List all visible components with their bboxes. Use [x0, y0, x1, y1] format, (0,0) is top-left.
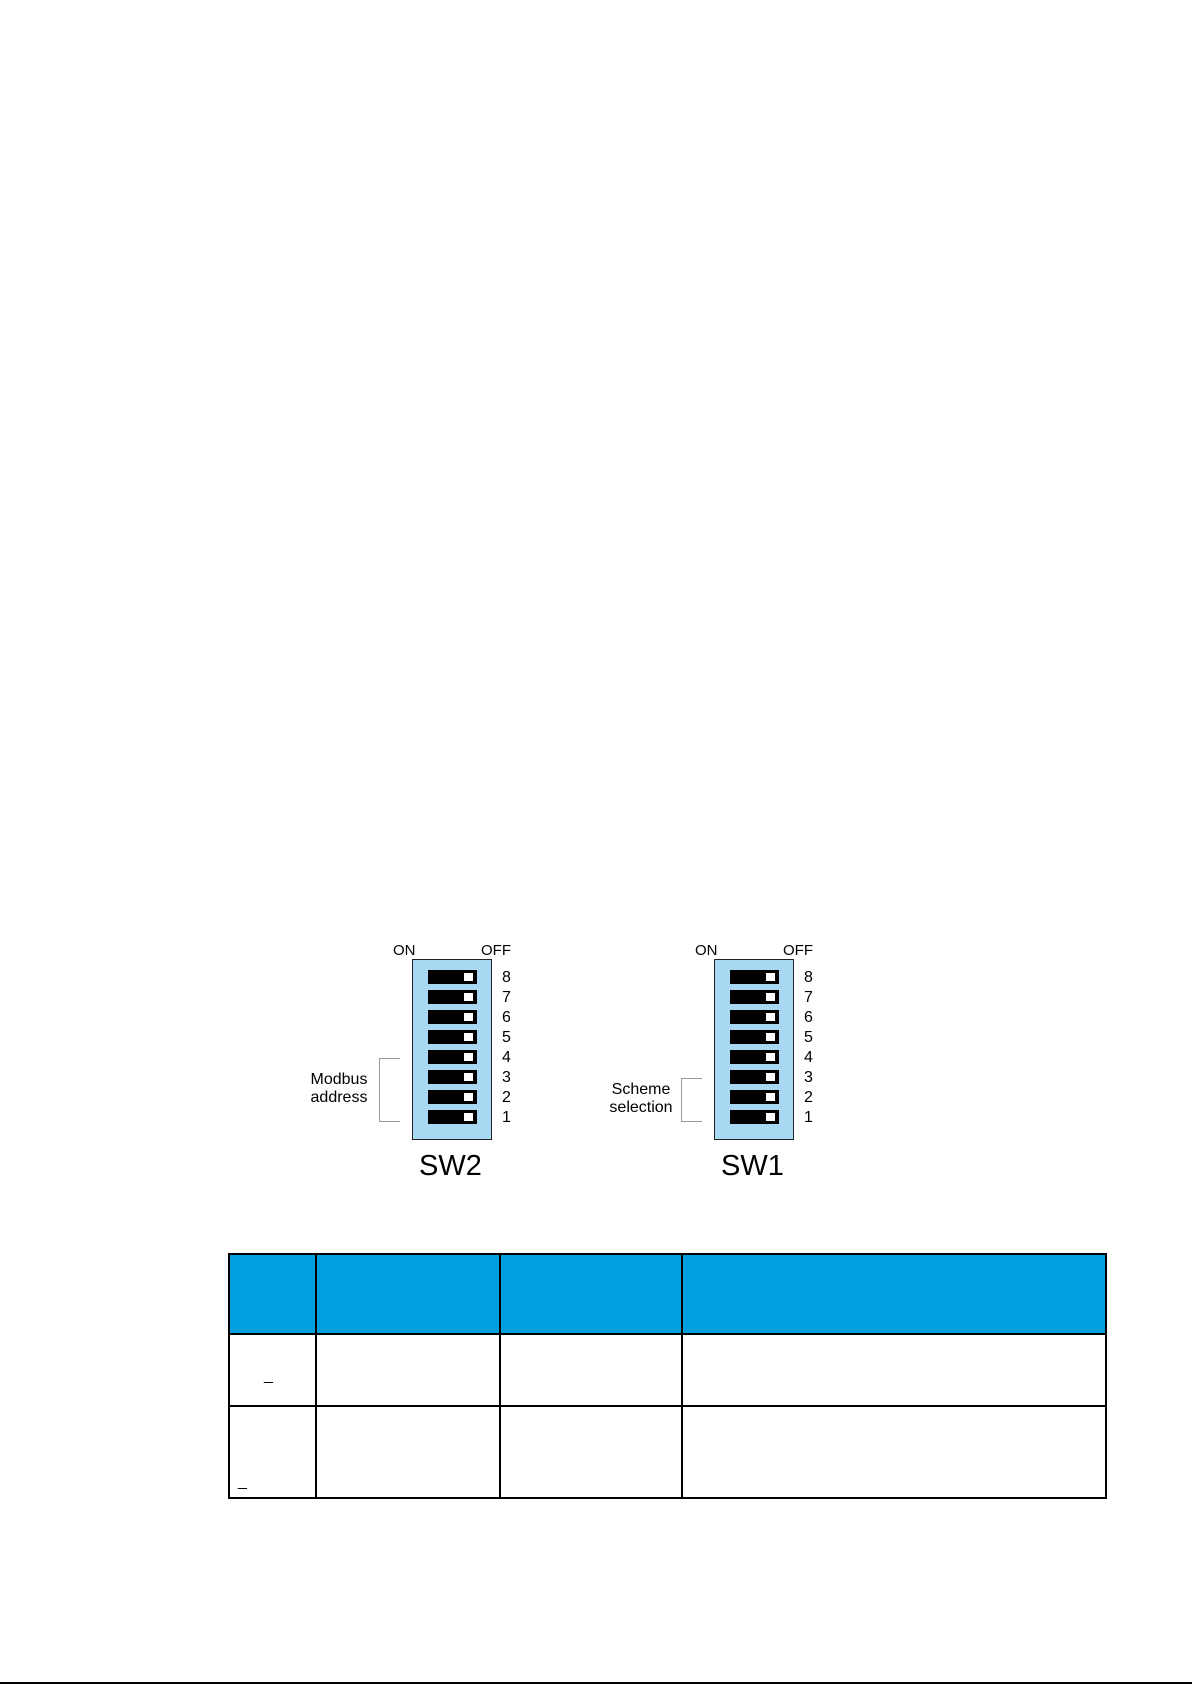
sw1-number: 5	[804, 1029, 813, 1046]
sw2-number: 3	[502, 1069, 511, 1086]
sw1-title: SW1	[721, 1150, 784, 1182]
sw2-title: SW2	[419, 1150, 482, 1182]
sw2-switch-3[interactable]	[428, 1070, 477, 1084]
sw1-group-label-line1: Scheme	[611, 1081, 671, 1098]
table-cell	[500, 1334, 682, 1406]
sw2-number: 2	[502, 1089, 511, 1106]
table-header-row	[229, 1254, 1106, 1334]
sw2-group-label-line2: address	[310, 1089, 368, 1106]
sw1-switch-3[interactable]	[730, 1070, 779, 1084]
sw1-off-label: OFF	[783, 942, 813, 959]
sw1-switch-8[interactable]	[730, 970, 779, 984]
sw1-switch-7[interactable]	[730, 990, 779, 1004]
sw1-number: 4	[804, 1049, 813, 1066]
sw2-number: 1	[502, 1109, 511, 1126]
sw2-number: 8	[502, 969, 511, 986]
table-cell	[316, 1406, 500, 1498]
row-marker: _	[264, 1367, 273, 1384]
table-cell	[229, 1406, 316, 1498]
sw1-switch-1[interactable]	[730, 1110, 779, 1124]
sw2-off-label: OFF	[481, 942, 511, 959]
sw2-number: 4	[502, 1049, 511, 1066]
sw2-group-bracket	[379, 1058, 400, 1122]
sw1-on-label: ON	[695, 942, 718, 959]
sw1-number: 7	[804, 989, 813, 1006]
sw1-number: 1	[804, 1109, 813, 1126]
sw1-number: 3	[804, 1069, 813, 1086]
table-header-cell	[316, 1254, 500, 1334]
table-header-cell	[500, 1254, 682, 1334]
settings-table	[228, 1253, 1107, 1499]
sw2-switch-6[interactable]	[428, 1010, 477, 1024]
sw2-on-label: ON	[393, 942, 416, 959]
table-header-cell	[682, 1254, 1106, 1334]
table-cell	[682, 1406, 1106, 1498]
sw1-switch-2[interactable]	[730, 1090, 779, 1104]
table-cell	[682, 1334, 1106, 1406]
sw1-switch-6[interactable]	[730, 1010, 779, 1024]
sw2-switch-body	[412, 959, 492, 1140]
sw1-switch-5[interactable]	[730, 1030, 779, 1044]
sw2-number: 6	[502, 1009, 511, 1026]
sw2-switch-5[interactable]	[428, 1030, 477, 1044]
sw2-number: 7	[502, 989, 511, 1006]
sw1-group-bracket	[681, 1078, 702, 1122]
sw1-switch-4[interactable]	[730, 1050, 779, 1064]
sw2-switch-4[interactable]	[428, 1050, 477, 1064]
table-row	[229, 1406, 1106, 1498]
sw2-switch-1[interactable]	[428, 1110, 477, 1124]
table-row	[229, 1334, 1106, 1406]
sw1-number: 2	[804, 1089, 813, 1106]
table-cell	[229, 1334, 316, 1406]
sw2-group-label	[300, 1071, 378, 1107]
sw1-group-label	[598, 1081, 684, 1117]
table-cell	[316, 1334, 500, 1406]
sw2-switch-2[interactable]	[428, 1090, 477, 1104]
page-bottom-rule	[0, 1682, 1192, 1684]
sw2-switch-8[interactable]	[428, 970, 477, 984]
row-marker: _	[238, 1473, 247, 1490]
sw1-number: 8	[804, 969, 813, 986]
sw1-number: 6	[804, 1009, 813, 1026]
table-header-cell	[229, 1254, 316, 1334]
table-cell	[500, 1406, 682, 1498]
sw2-group-label-line1: Modbus	[310, 1071, 368, 1088]
sw1-switch-body	[714, 959, 794, 1140]
sw2-switch-7[interactable]	[428, 990, 477, 1004]
sw2-number: 5	[502, 1029, 511, 1046]
sw1-group-label-line2: selection	[609, 1099, 673, 1116]
